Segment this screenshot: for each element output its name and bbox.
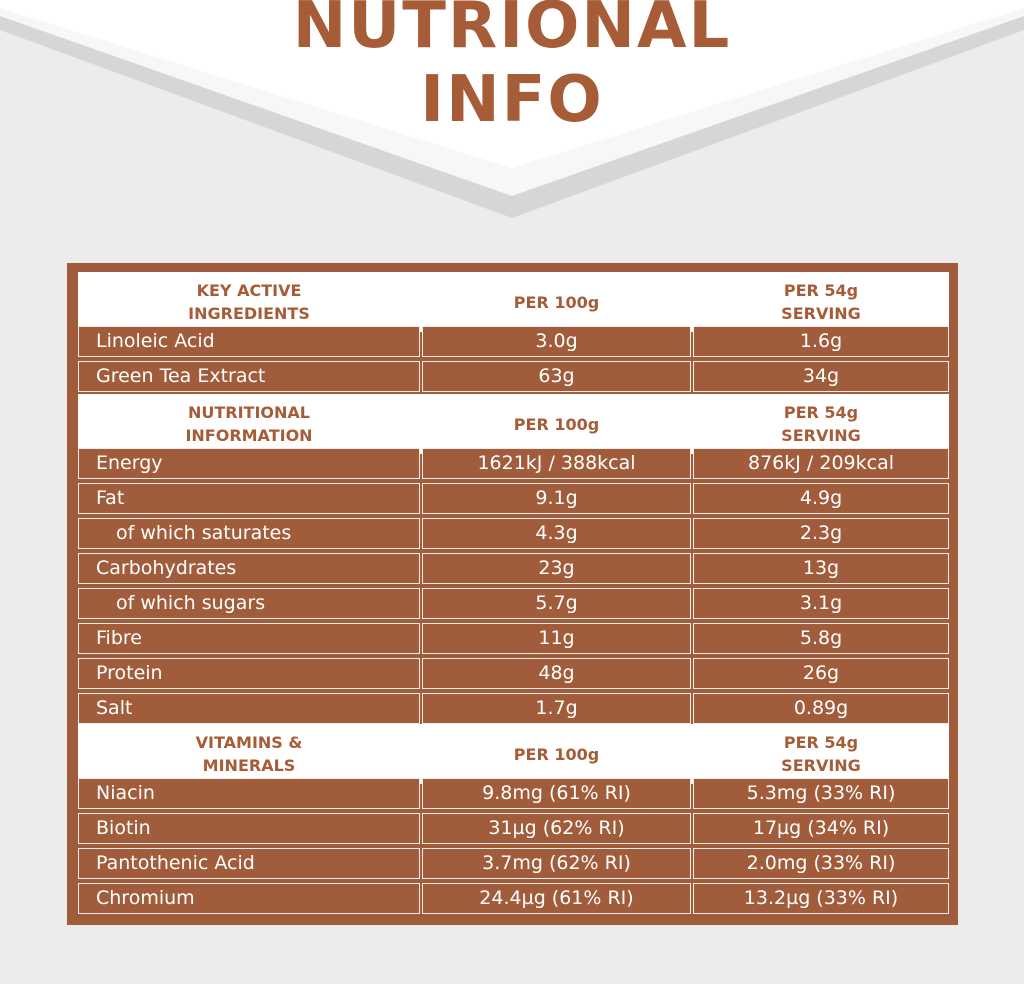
row-serving: 34g xyxy=(693,361,949,392)
row-label: Fibre xyxy=(78,623,420,654)
table-row xyxy=(78,518,949,549)
table-row xyxy=(78,448,949,479)
row-serving: 3.1g xyxy=(693,588,949,619)
row-per100: 5.7g xyxy=(422,588,691,619)
table-row xyxy=(78,326,949,357)
row-per100: 24.4µg (61% RI) xyxy=(422,883,691,914)
table-row xyxy=(78,588,949,619)
row-label: Carbohydrates xyxy=(78,553,420,584)
table-row xyxy=(78,778,949,809)
table-row xyxy=(78,658,949,689)
row-label: Protein xyxy=(78,658,420,689)
page-title-line1: NUTRIONAL xyxy=(292,0,732,63)
row-label: Energy xyxy=(78,448,420,479)
row-label: of which saturates xyxy=(78,518,420,549)
row-per100: 9.1g xyxy=(422,483,691,514)
row-label: Biotin xyxy=(78,813,420,844)
row-label: of which sugars xyxy=(78,588,420,619)
row-per100: 63g xyxy=(422,361,691,392)
row-serving: 2.3g xyxy=(693,518,949,549)
row-serving: 5.8g xyxy=(693,623,949,654)
row-serving: 13g xyxy=(693,553,949,584)
row-per100: 11g xyxy=(422,623,691,654)
row-label: Chromium xyxy=(78,883,420,914)
row-serving: 1.6g xyxy=(693,326,949,357)
header-cell-serving: PER 54g SERVING xyxy=(781,733,861,775)
row-serving: 17µg (34% RI) xyxy=(693,813,949,844)
header-cell-per100: PER 100g xyxy=(513,292,600,312)
table-row xyxy=(78,623,949,654)
row-per100: 9.8mg (61% RI) xyxy=(422,778,691,809)
table-row xyxy=(78,553,949,584)
row-serving: 13.2µg (33% RI) xyxy=(693,883,949,914)
row-per100: 23g xyxy=(422,553,691,584)
header-cell-name: VITAMINS & MINERALS xyxy=(195,733,303,775)
table-row xyxy=(78,483,949,514)
section-header-key-active xyxy=(78,272,949,332)
row-label: Pantothenic Acid xyxy=(78,848,420,879)
table-row xyxy=(78,813,949,844)
table-row xyxy=(78,883,949,914)
page-title-line2: INFO xyxy=(420,63,604,137)
row-per100: 1.7g xyxy=(422,693,691,724)
table-row xyxy=(78,693,949,724)
row-per100: 4.3g xyxy=(422,518,691,549)
row-serving: 876kJ / 209kcal xyxy=(693,448,949,479)
row-label: Salt xyxy=(78,693,420,724)
row-label: Fat xyxy=(78,483,420,514)
header-cell-serving: PER 54g SERVING xyxy=(781,281,861,323)
row-per100: 3.7mg (62% RI) xyxy=(422,848,691,879)
header-cell-name: KEY ACTIVE INGREDIENTS xyxy=(188,281,310,323)
section-header-nutritional xyxy=(78,394,949,454)
row-label: Green Tea Extract xyxy=(78,361,420,392)
header-cell-per100: PER 100g xyxy=(513,744,600,764)
header-cell-name: NUTRITIONAL INFORMATION xyxy=(185,403,313,445)
row-serving: 4.9g xyxy=(693,483,949,514)
row-serving: 26g xyxy=(693,658,949,689)
row-serving: 0.89g xyxy=(693,693,949,724)
row-serving: 5.3mg (33% RI) xyxy=(693,778,949,809)
row-label: Linoleic Acid xyxy=(78,326,420,357)
row-per100: 3.0g xyxy=(422,326,691,357)
row-per100: 1621kJ / 388kcal xyxy=(422,448,691,479)
section-header-vitamins xyxy=(78,724,949,784)
header-cell-serving: PER 54g SERVING xyxy=(781,403,861,445)
table-row xyxy=(78,848,949,879)
row-label: Niacin xyxy=(78,778,420,809)
row-serving: 2.0mg (33% RI) xyxy=(693,848,949,879)
row-per100: 31µg (62% RI) xyxy=(422,813,691,844)
header-cell-per100: PER 100g xyxy=(513,414,600,434)
row-per100: 48g xyxy=(422,658,691,689)
table-row xyxy=(78,361,949,392)
